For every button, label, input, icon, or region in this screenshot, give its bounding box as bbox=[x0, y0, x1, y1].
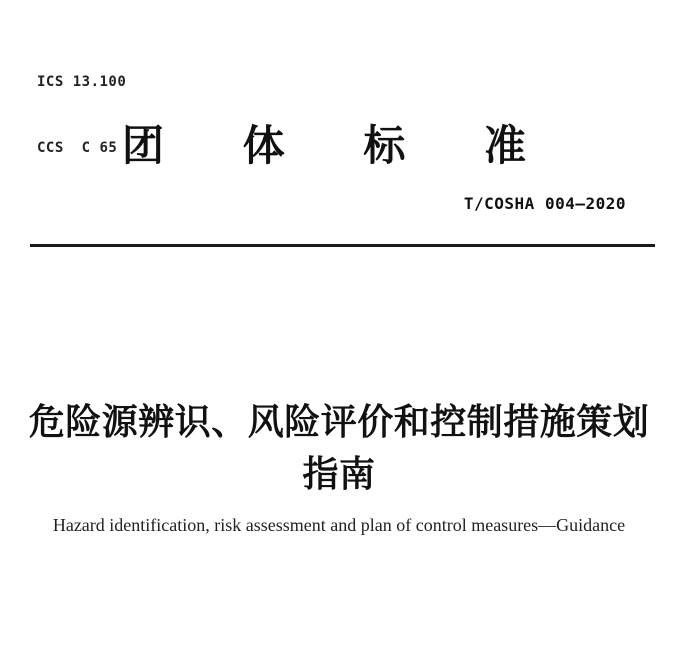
standard-type-char-1: 团 bbox=[122, 122, 165, 169]
standard-type-char-2: 体 bbox=[242, 122, 285, 169]
standard-type-char-4: 准 bbox=[483, 122, 526, 169]
standard-type-char-3: 标 bbox=[363, 122, 406, 169]
standard-type-heading bbox=[0, 124, 678, 168]
document-title-line-1: 危险源辨识、风险评价和控制措施策划 bbox=[28, 401, 650, 442]
ccs-code: CCS C 65 bbox=[37, 140, 118, 156]
divider-line bbox=[30, 244, 655, 247]
english-subtitle: Hazard identification, risk assessment and plan of control measures—Guidance bbox=[52, 515, 626, 535]
standard-number: T/COSHA 004—2020 bbox=[463, 194, 626, 213]
document-title-line-2: 指南 bbox=[302, 453, 376, 494]
classification-codes bbox=[37, 27, 126, 203]
standard-type-characters bbox=[122, 124, 526, 168]
ics-code: ICS 13.100 bbox=[37, 74, 127, 90]
document-title bbox=[0, 396, 678, 500]
